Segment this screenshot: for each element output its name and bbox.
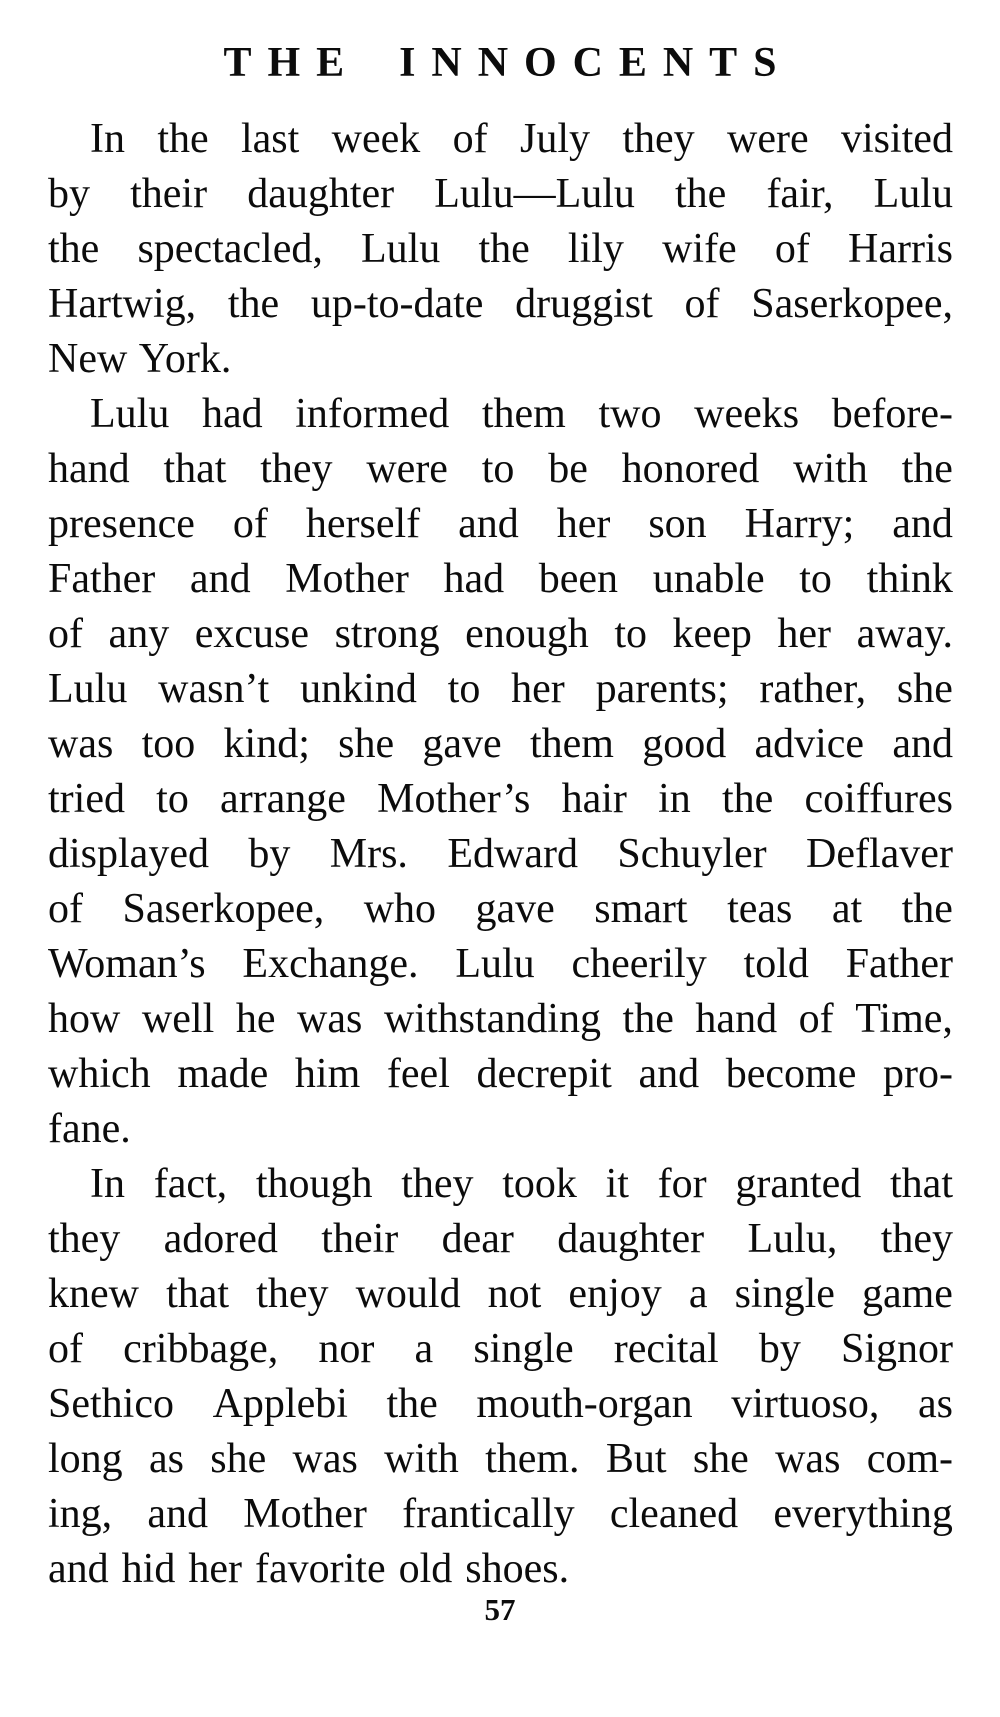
- text-line: how well he was withstanding the hand of Time,: [48, 996, 953, 1042]
- text-line: fane.: [48, 1106, 131, 1152]
- text-line: Father and Mother had been unable to think: [48, 556, 953, 602]
- text-line: hand that they were to be honored with the: [48, 446, 953, 492]
- text-line: the spectacled, Lulu the lily wife of Harris: [48, 226, 953, 272]
- text-line: knew that they would not enjoy a single game: [48, 1271, 953, 1317]
- paragraph: [48, 387, 953, 1157]
- text-line: was too kind; she gave them good advice and: [48, 721, 953, 767]
- page-body: [48, 112, 953, 1597]
- chapter-title: THE INNOCENTS: [223, 40, 793, 86]
- text-line: ing, and Mother frantically cleaned everything: [48, 1491, 953, 1537]
- text-line: long as she was with them. But she was com-: [48, 1436, 953, 1482]
- text-line: tried to arrange Mother’s hair in the coiffures: [48, 776, 953, 822]
- text-line: they adored their dear daughter Lulu, they: [48, 1216, 953, 1262]
- paragraph: [48, 112, 953, 387]
- text-line: by their daughter Lulu—Lulu the fair, Lulu: [48, 171, 953, 217]
- page-number: 57: [484, 1592, 516, 1627]
- text-line: of Saserkopee, who gave smart teas at the: [48, 886, 953, 932]
- text-line: of any excuse strong enough to keep her away.: [48, 611, 953, 657]
- text-line: Sethico Applebi the mouth-organ virtuoso, as: [48, 1381, 953, 1427]
- text-line: Hartwig, the up-to-date druggist of Saserkopee,: [48, 281, 953, 327]
- text-line: of cribbage, nor a single recital by Signor: [48, 1326, 953, 1372]
- text-line: Woman’s Exchange. Lulu cheerily told Father: [48, 941, 953, 987]
- text-line: displayed by Mrs. Edward Schuyler Deflaver: [48, 831, 953, 877]
- text-line: Lulu wasn’t unkind to her parents; rather, she: [48, 666, 953, 712]
- text-line: which made him feel decrepit and become pro-: [48, 1051, 953, 1097]
- text-line: presence of herself and her son Harry; and: [48, 501, 953, 547]
- text-line: In fact, though they took it for granted that: [90, 1161, 953, 1207]
- text-line: In the last week of July they were visited: [90, 116, 953, 162]
- text-line: and hid her favorite old shoes.: [48, 1546, 570, 1592]
- text-line: New York.: [48, 336, 232, 382]
- paragraph: [48, 1157, 953, 1597]
- text-line: Lulu had informed them two weeks before-: [90, 391, 953, 437]
